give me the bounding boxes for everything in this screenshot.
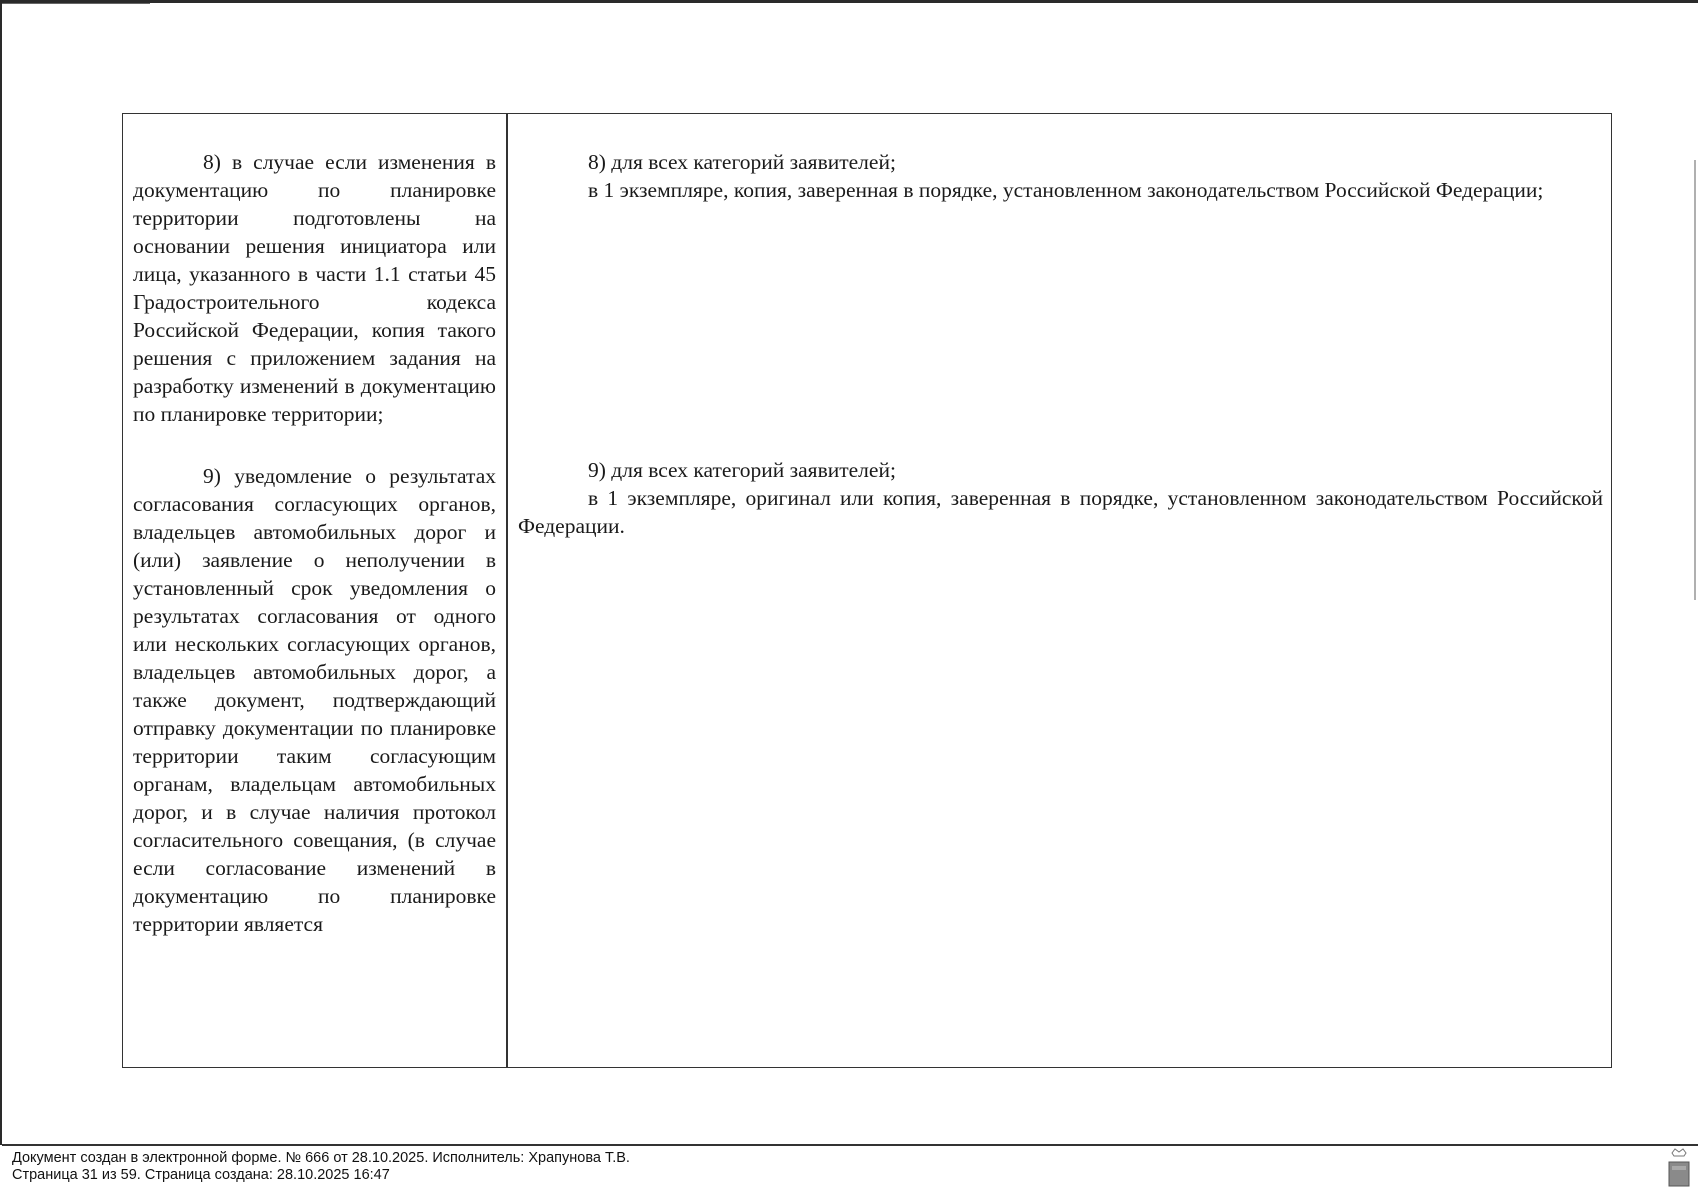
row-9-requirements bbox=[518, 456, 1603, 540]
scan-right-edge-mark bbox=[1694, 160, 1696, 600]
footer-rule bbox=[2, 1144, 1698, 1146]
requirements-table bbox=[122, 113, 1612, 1068]
row-8-copies: в 1 экземпляре, копия, заверенная в порядке, установленном законодательством Российской Федерации; bbox=[588, 178, 1544, 202]
row-8-document-text: 8) в случае если изменения в документацию по планировке территории подготовлены на основании решения инициатора или лица, указанного в части 1.1 статьи 45 Градостроительного кодекса Российской Федерации, копия такого решения с приложением задания на разработку изменений в документацию по планировке территории; bbox=[133, 150, 496, 426]
row-9-copies: в 1 экземпляре, оригинал или копия, заверенная в порядке, установленном законодательством Российской Федерации. bbox=[518, 486, 1603, 538]
footer-page-info: Страница 31 из 59. Страница создана: 28.10.2025 16:47 bbox=[12, 1167, 390, 1183]
row-8-applicants: 8) для всех категорий заявителей; bbox=[588, 150, 896, 174]
scan-top-edge-mark bbox=[0, 3, 150, 4]
document-stamp-icon bbox=[1668, 1147, 1690, 1187]
scan-top-edge bbox=[0, 0, 1698, 3]
scan-left-edge bbox=[0, 0, 2, 1145]
document-footer bbox=[12, 1150, 1412, 1184]
column-divider bbox=[506, 114, 508, 1067]
row-9-document-text: 9) уведомление о результатах согласования согласующих органов, владельцев автомобильных дорог и (или) заявление о неполучении в установленный срок уведомления о результатах согласования от одного или нескольких согласующих органов, владельцев автомобильных дорог, а также документ, подтверждающий отправку документации по планировке территории таким согласующим органам, владельцам автомобильных дорог, и в случае наличия протокол согласительного совещания, (в случае если согласование изменений в документацию по планировке территории является bbox=[133, 464, 496, 936]
requirements-column bbox=[518, 148, 1603, 540]
row-8-requirements bbox=[518, 148, 1603, 204]
footer-document-info: Документ создан в электронной форме. № 666 от 28.10.2025. Исполнитель: Храпунова Т.В. bbox=[12, 1150, 630, 1166]
row-9-applicants: 9) для всех категорий заявителей; bbox=[588, 458, 896, 482]
document-column bbox=[133, 148, 496, 938]
